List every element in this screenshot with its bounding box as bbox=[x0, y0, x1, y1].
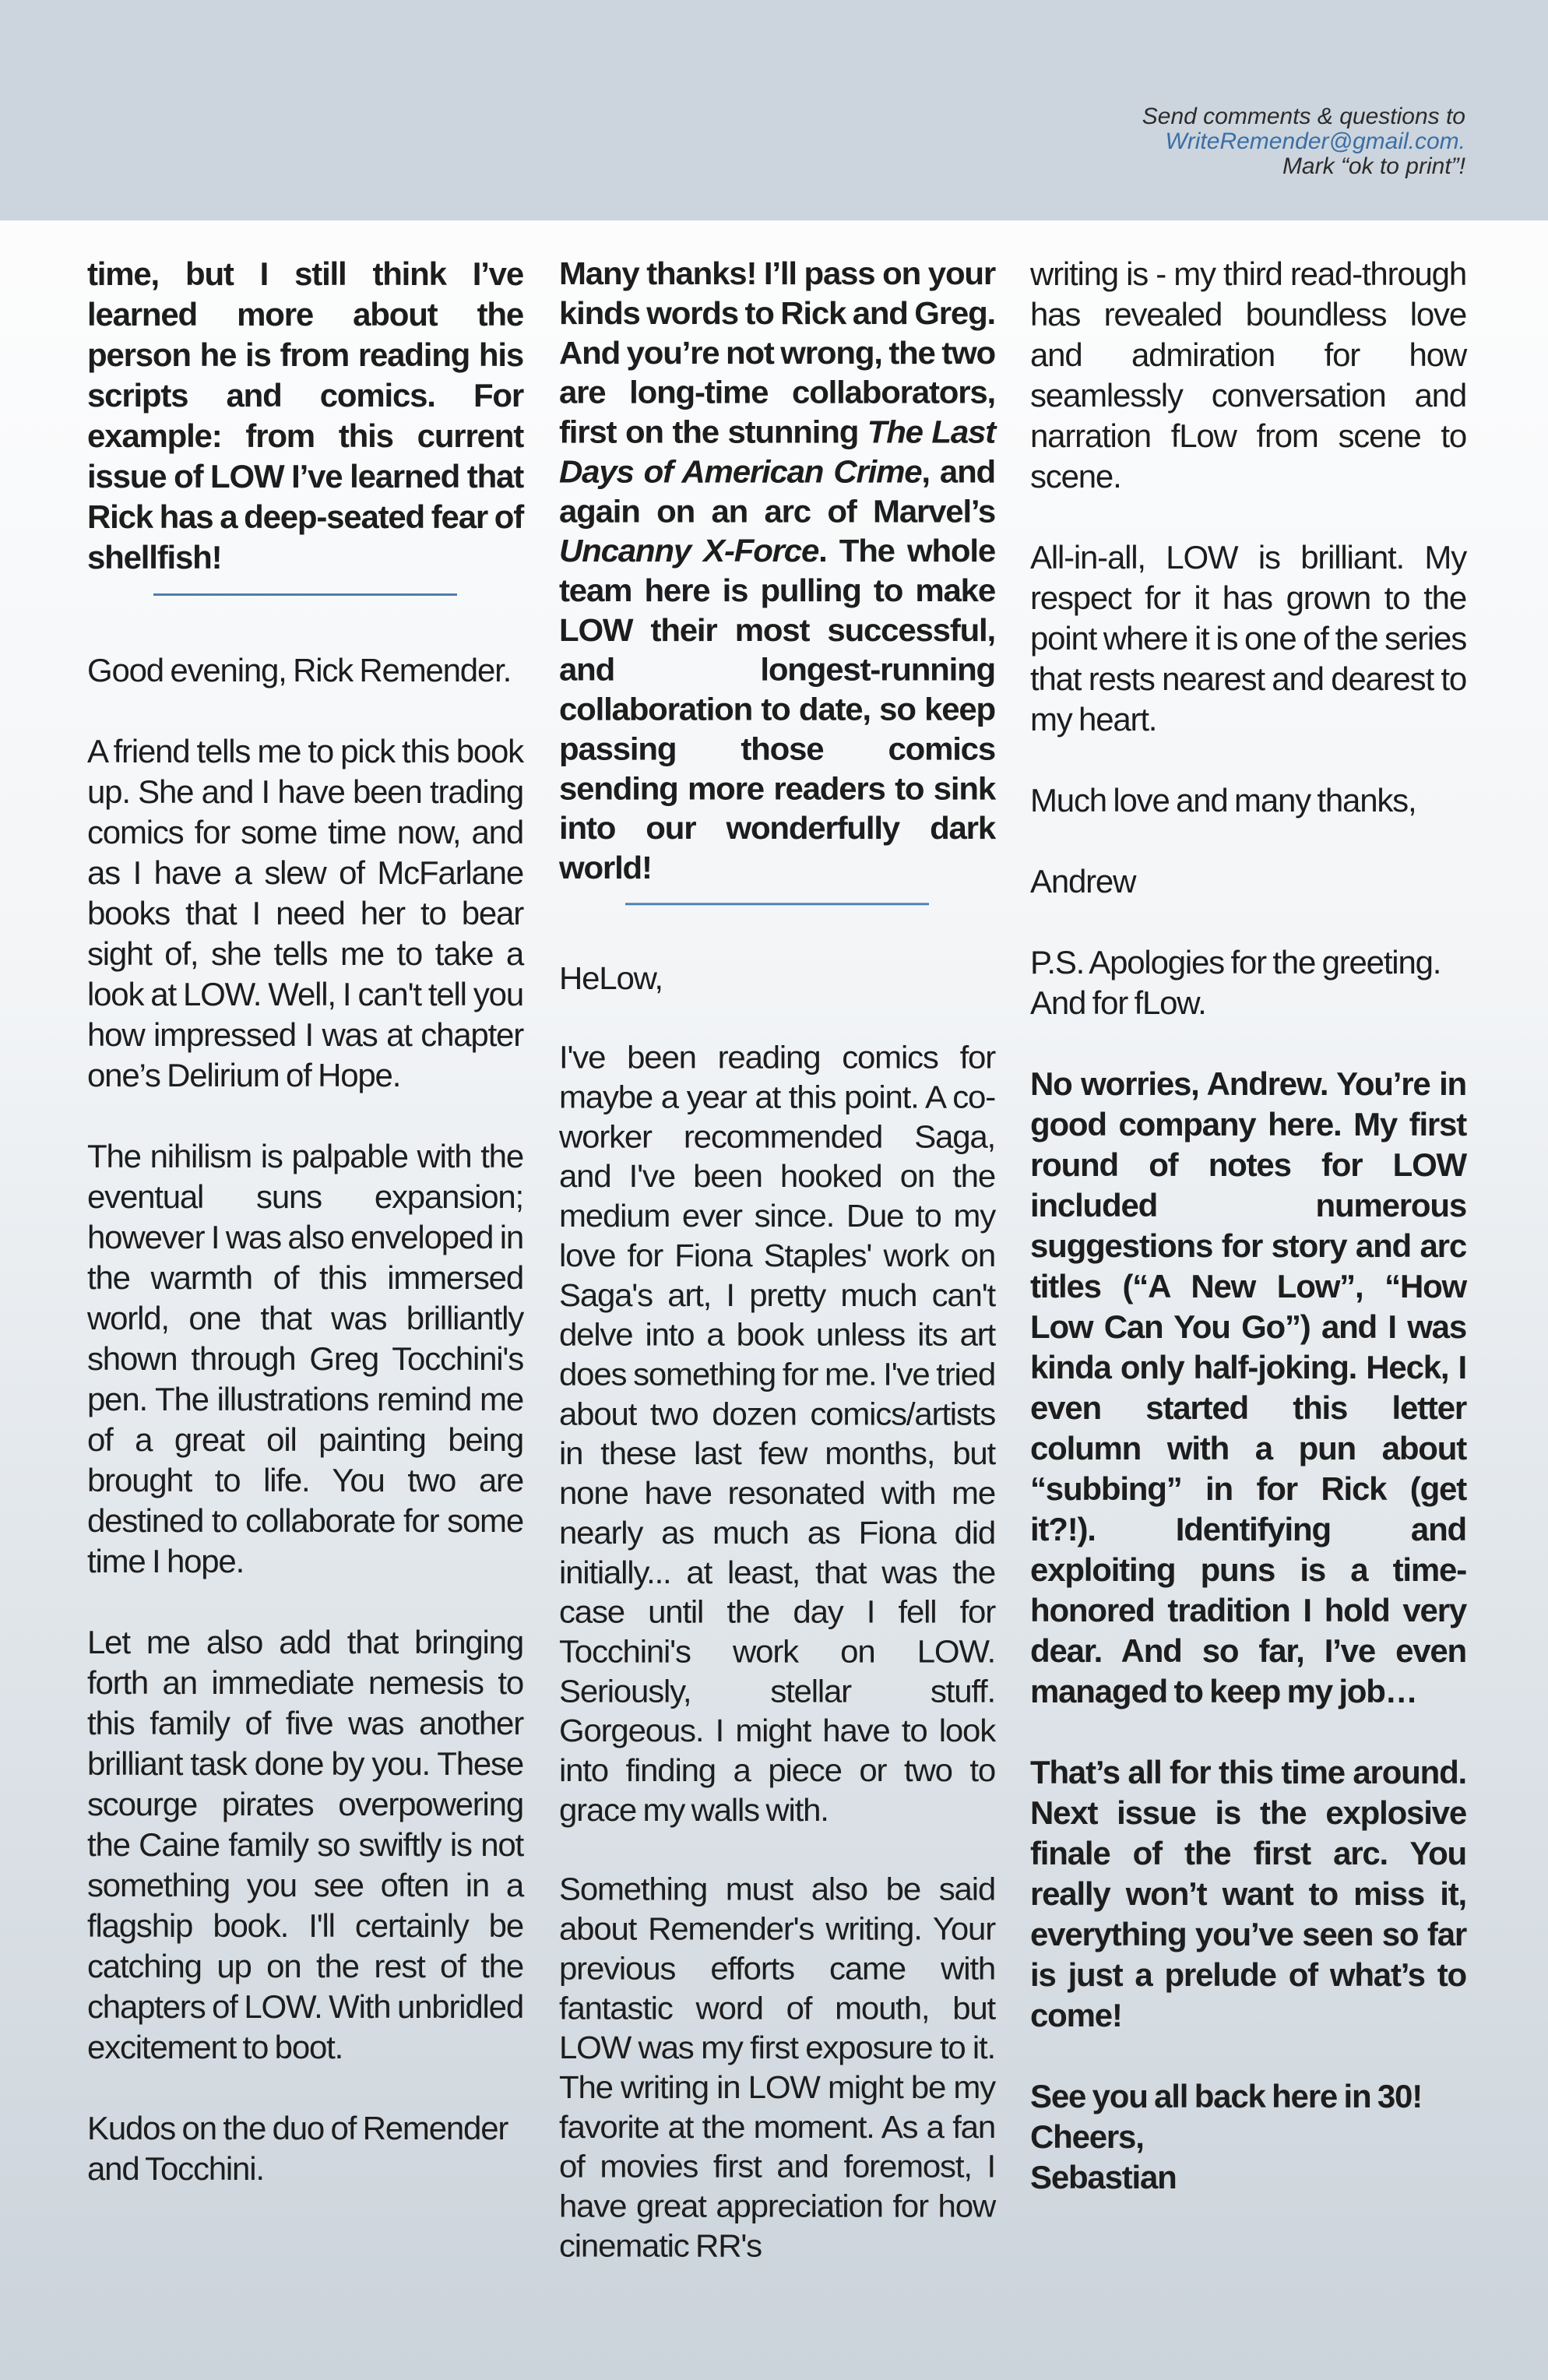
editor-reply bbox=[559, 254, 995, 888]
reply-text: , and again on an arc of Marvel’s bbox=[559, 453, 995, 530]
submission-info bbox=[1142, 104, 1465, 179]
print-note: Mark “ok to print”! bbox=[1282, 153, 1465, 179]
section-divider bbox=[625, 903, 929, 905]
column-3 bbox=[1030, 254, 1466, 2198]
letter-paragraph: I've been reading comics for maybe a year at this point. A co-worker recommended Saga, and I've been hooked on the medium ever since. Due to my love for Fiona Staples' work on Saga's art, I pretty much can't delve into a book unless its art does something for me. I've tried about two dozen comics/artists in these last few months, but none have resonated with me nearly as much as Fiona did initially... at least, that was the case until the day I fell for Tocchini's work on LOW. Seriously, stellar stuff. Gorgeous. I might have to look into finding a piece or two to grace my walls with. bbox=[559, 1039, 995, 1828]
letter-closing: Much love and many thanks, bbox=[1030, 782, 1416, 819]
letter-greeting: HeLow, bbox=[559, 959, 663, 996]
sign-off-line: Cheers, bbox=[1030, 2118, 1144, 2155]
letter-signature: Andrew bbox=[1030, 863, 1136, 900]
title-uncanny-x-force: Uncanny X-Force bbox=[559, 532, 819, 569]
editor-reply: That’s all for this time around. Next issue is the explosive finale of the first arc. You really won’t want to miss it, everything you’ve seen so far is just a prelude of what’s to come! bbox=[1030, 1754, 1466, 2033]
reply-text: . The whole team here is pulling to make LOW their most successful, and longest-running collaboration to date, so keep passing those comics sending more readers to sink into our wonderfully dark world! bbox=[559, 532, 996, 885]
letter-paragraph: Let me also add that bringing forth an immediate nemesis to this family of five was another brilliant task done by you. These scourge pirates overpowering the Caine family so swiftly is not something you see often in a flagship book. I'll certainly be catching up on the rest of the chapters of LOW. With unbridled excitement to boot. bbox=[87, 1624, 523, 2065]
sign-off-line: See you all back here in 30! bbox=[1030, 2078, 1422, 2114]
letter-paragraph: Something must also be said about Remender's writing. Your previous efforts came with fantastic word of mouth, but LOW was my first exposure to it. The writing in LOW might be my favorite at the moment. As a fan of movies first and foremost, I have great appreciation for how cinematic RR's bbox=[559, 1871, 995, 2264]
header-band bbox=[0, 0, 1548, 220]
letter-postscript: P.S. Apologies for the greeting. And for fLow. bbox=[1030, 944, 1441, 1021]
editor-reply: time, but I still think I’ve learned more about the person he is from reading his scripts and comics. For example: from this current issue of LOW I’ve learned that Rick has a deep-seated fear of shellfish! bbox=[87, 255, 523, 576]
letter-greeting: Good evening, Rick Remender. bbox=[87, 652, 512, 688]
column-2 bbox=[559, 254, 995, 2305]
letter-paragraph: writing is - my third read-through has revealed boundless love and admiration for how seamlessly conversation and narration fLow from scene to scene. bbox=[1030, 255, 1466, 495]
sign-off-name: Sebastian bbox=[1030, 2159, 1177, 2195]
submission-line: Send comments & questions to bbox=[1142, 104, 1465, 129]
letter-paragraph: A friend tells me to pick this book up. She and I have been trading comics for some time now, and as I have a slew of McFarlane books that I need her to bear sight of, she tells me to take a look at LOW. Well, I can't tell you how impressed I was at chapter one’s Delirium of Hope. bbox=[87, 733, 523, 1093]
email-link[interactable]: WriteRemender@gmail.com. bbox=[1165, 129, 1465, 154]
column-1 bbox=[87, 254, 523, 2230]
letter-paragraph: All-in-all, LOW is brilliant. My respect for it has grown to the point where it is one of the series that rests nearest and dearest to my heart. bbox=[1030, 539, 1466, 738]
title-last-days: The Last Days of American Crime bbox=[559, 414, 995, 490]
section-divider bbox=[153, 593, 457, 596]
letter-paragraph: The nihilism is palpable with the eventual suns expansion; however I was also enveloped in the warmth of this immersed world, one that was brilliantly shown through Greg Tocchini's pen. The illustrations remind me of a great oil painting being brought to life. You two are destined to collaborate for some time I hope. bbox=[87, 1138, 523, 1579]
letter-paragraph: Kudos on the duo of Remender and Tocchini. bbox=[87, 2110, 508, 2187]
editor-reply: No worries, Andrew. You’re in good company here. My first round of notes for LOW included numerous suggestions for story and arc titles (“A New Low”, “How Low Can You Go”) and I was kinda only half-joking. Heck, I even started this letter column with a pun about “subbing” in for Rick (get it?!). Identifying and exploiting puns is a time-honored tradition I hold very dear. And so far, I’ve even managed to keep my job… bbox=[1030, 1065, 1466, 1709]
sign-off bbox=[1030, 2076, 1466, 2198]
reply-text: Many thanks! I’ll pass on your kinds words to Rick and Greg. And you’re not wrong, the two are long-time collaborators, first on the stunning bbox=[559, 255, 995, 450]
